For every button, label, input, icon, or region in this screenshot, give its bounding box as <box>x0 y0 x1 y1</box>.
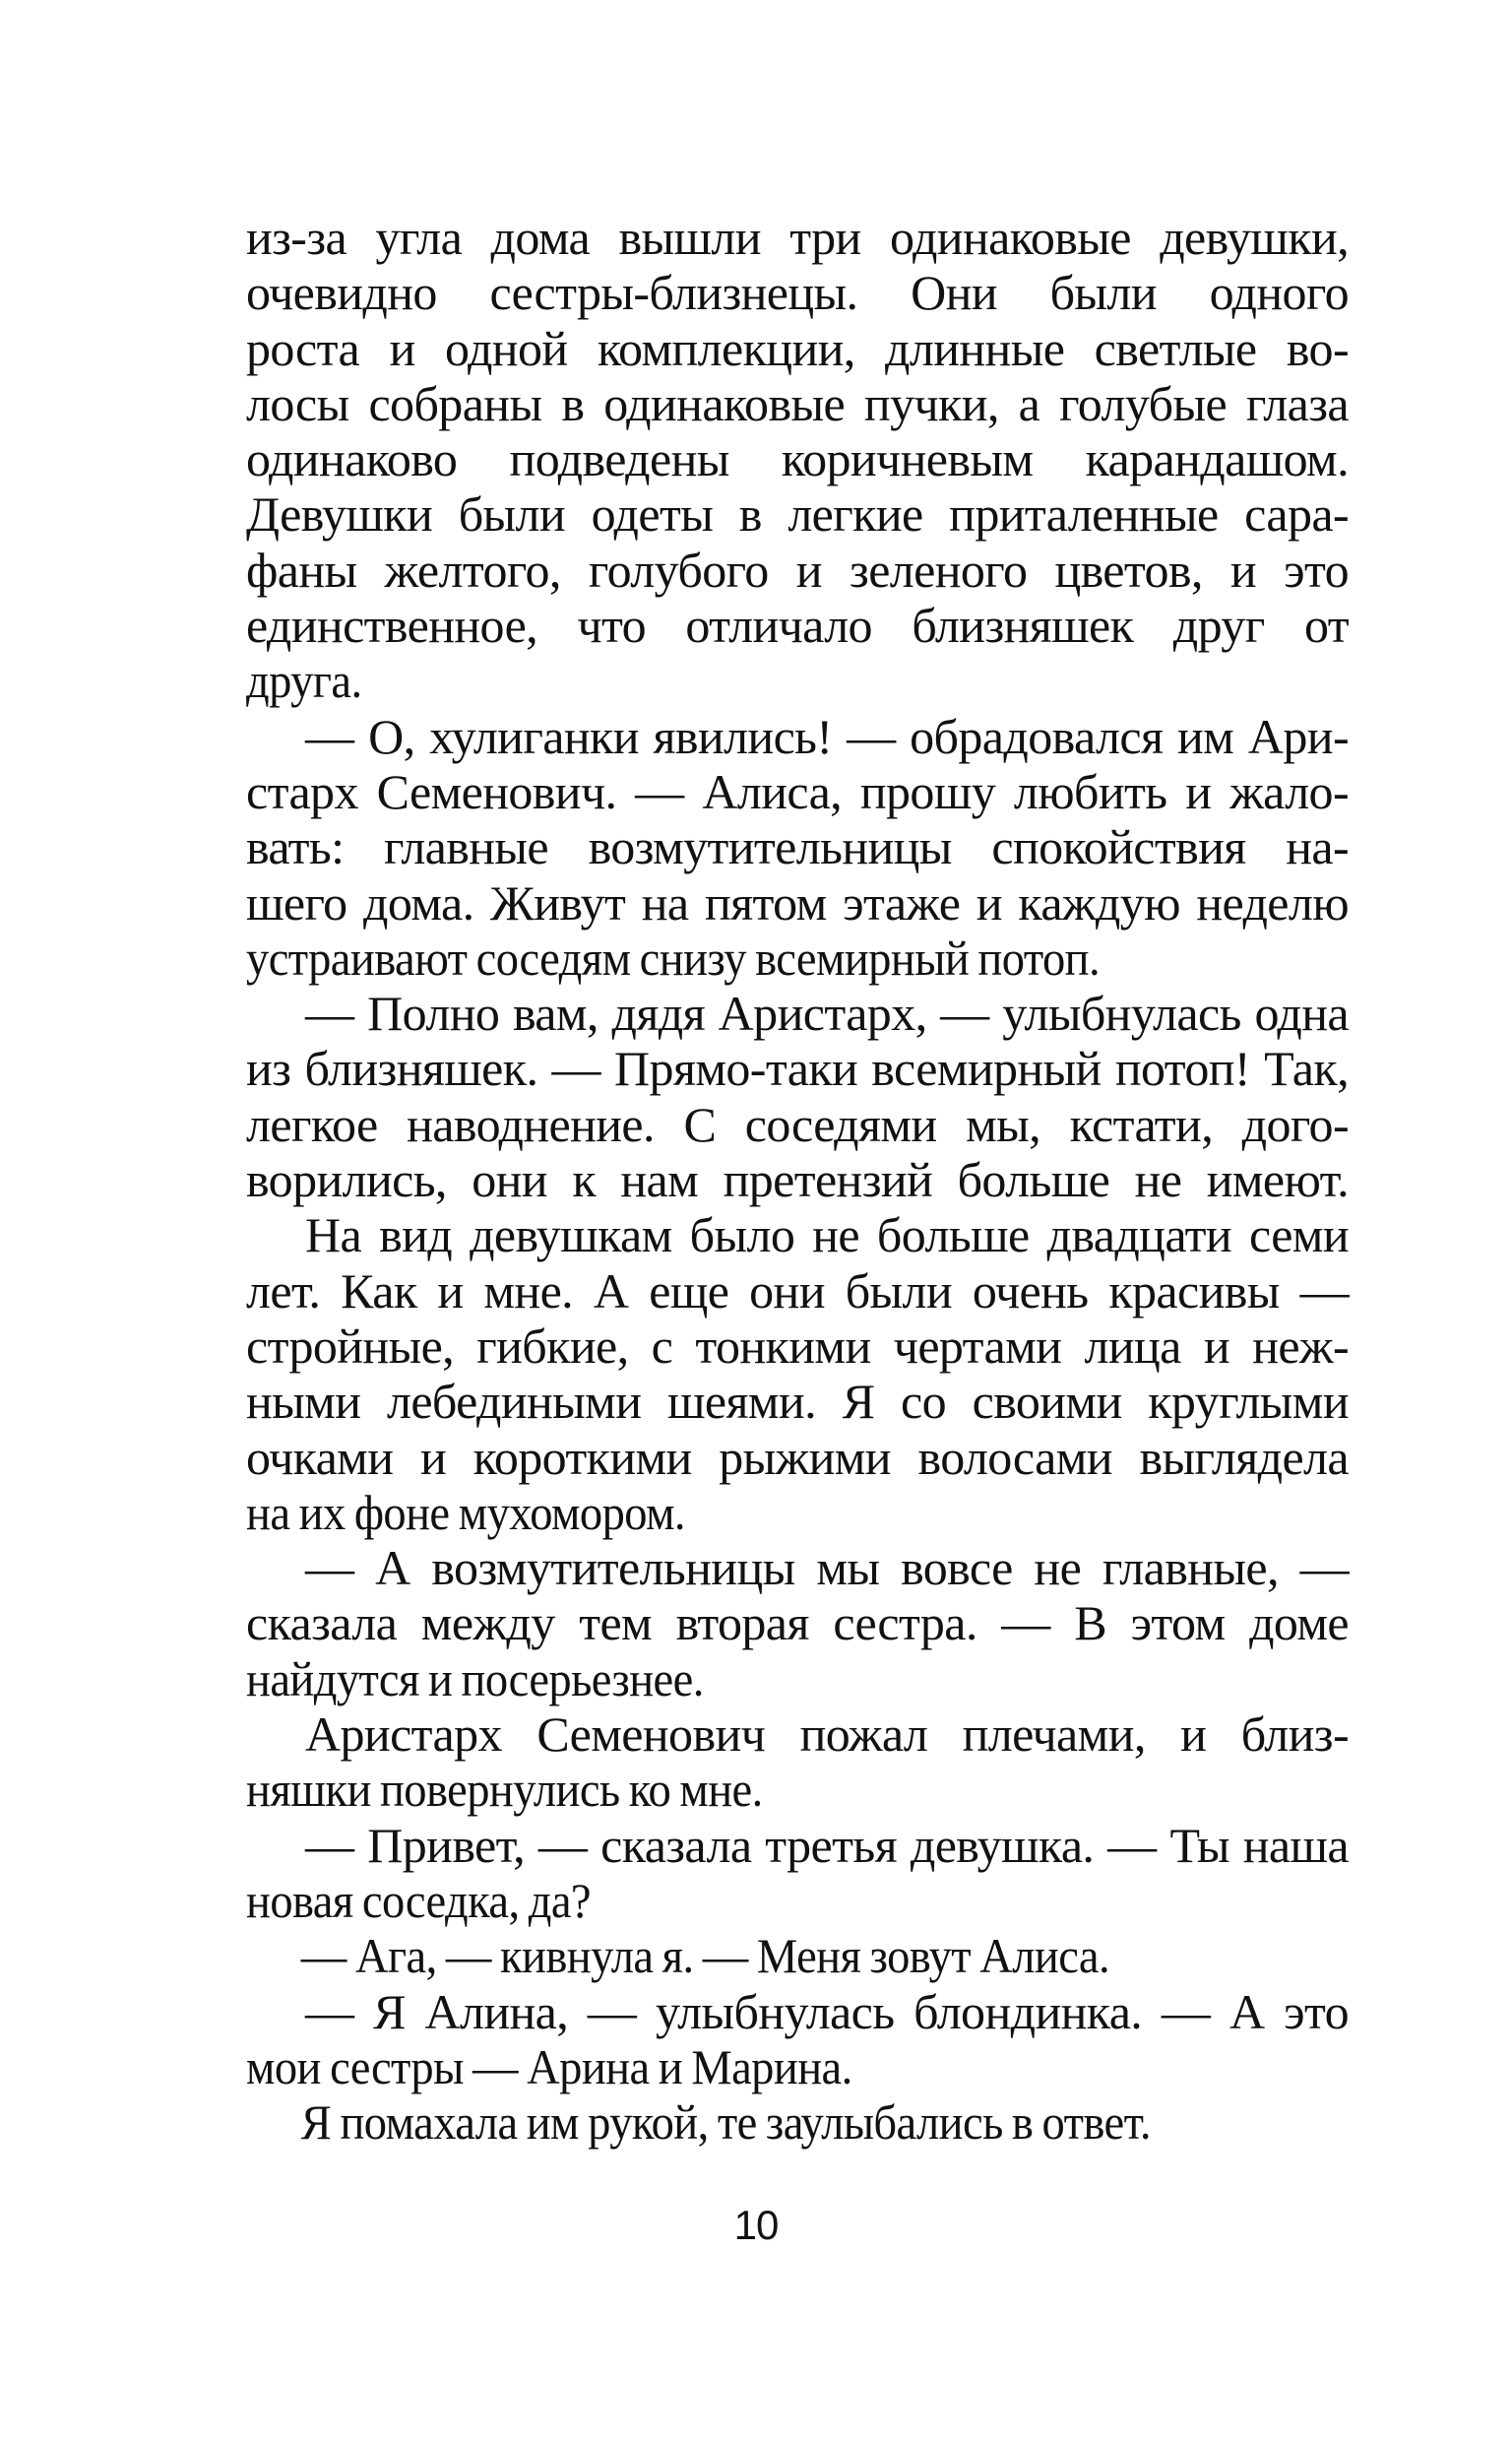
text-line: фаны желтого, голубого и зеленого цветов, и это <box>246 542 1349 598</box>
page-number: 10 <box>733 2202 779 2248</box>
text-line: лет. Как и мне. А еще они были очень красивы — <box>246 1262 1349 1318</box>
text-line: очками и короткими рыжими волосами выглядела <box>246 1429 1349 1485</box>
text-line: роста и одной комплекции, длинные светлые во- <box>246 320 1349 376</box>
body-text <box>246 210 1349 2150</box>
text-line: легкое наводнение. С соседями мы, кстати, дого- <box>246 1096 1349 1152</box>
text-line: друга. <box>246 653 362 709</box>
text-line: шего дома. Живут на пятом этаже и каждую неделю <box>246 874 1349 931</box>
text-line: Аристарх Семенович пожал плечами, и близ- <box>305 1706 1349 1763</box>
text-line: одинаково подведены коричневым карандашом. <box>246 431 1349 487</box>
text-line: ворились, они к нам претензий больше не имеют. <box>246 1152 1349 1208</box>
text-line: лосы собраны в одинаковые пучки, а голубые глаза <box>246 375 1349 431</box>
text-line: — Полно вам, дядя Аристарх, — улыбнулась одна <box>305 986 1349 1042</box>
text-line: — Я Алина, — улыбнулась блондинка. — А это <box>305 1983 1349 2039</box>
text-line: единственное, что отличало близняшек друг от <box>246 598 1349 654</box>
text-line: сказала между тем вторая сестра. — В этом доме <box>246 1595 1349 1651</box>
text-line: из близняшек. — Прямо-таки всемирный потоп! Так, <box>246 1041 1349 1097</box>
text-line: вать: главные возмутительницы спокойствия на- <box>246 819 1349 875</box>
text-line: Девушки были одеты в легкие приталенные сара- <box>246 486 1349 543</box>
text-line: няшки повернулись ко мне. <box>246 1762 763 1818</box>
text-line: устраивают соседям снизу всемирный потоп. <box>246 930 1101 986</box>
text-line: на их фоне мухомором. <box>246 1484 686 1540</box>
text-line: найдутся и посерьезнее. <box>246 1650 704 1706</box>
text-line: старх Семенович. — Алиса, прошу любить и жало- <box>246 763 1349 819</box>
text-line: На вид девушкам было не больше двадцати семи <box>305 1207 1349 1263</box>
text-line: ными лебедиными шеями. Я со своими круглыми <box>246 1374 1349 1430</box>
text-line: Я помахала им рукой, те заулыбались в ответ. <box>300 2094 1151 2151</box>
text-line: — О, хулиганки явились! — обрадовался им Ари- <box>305 708 1349 764</box>
text-line: из-за угла дома вышли три одинаковые девушки, <box>246 210 1349 265</box>
text-line: новая соседка, да? <box>246 1872 592 1928</box>
text-line: — Привет, — сказала третья девушка. — Ты наша <box>305 1817 1349 1873</box>
text-line: — А возмутительницы мы вовсе не главные, — <box>305 1540 1349 1596</box>
text-line: стройные, гибкие, с тонкими чертами лица и неж- <box>246 1318 1349 1374</box>
text-line: очевидно сестры-близнецы. Они были одного <box>246 265 1349 321</box>
text-line: мои сестры — Арина и Марина. <box>246 2038 852 2094</box>
text-line: — Ага, — кивнула я. — Меня зовут Алиса. <box>300 1928 1110 1984</box>
